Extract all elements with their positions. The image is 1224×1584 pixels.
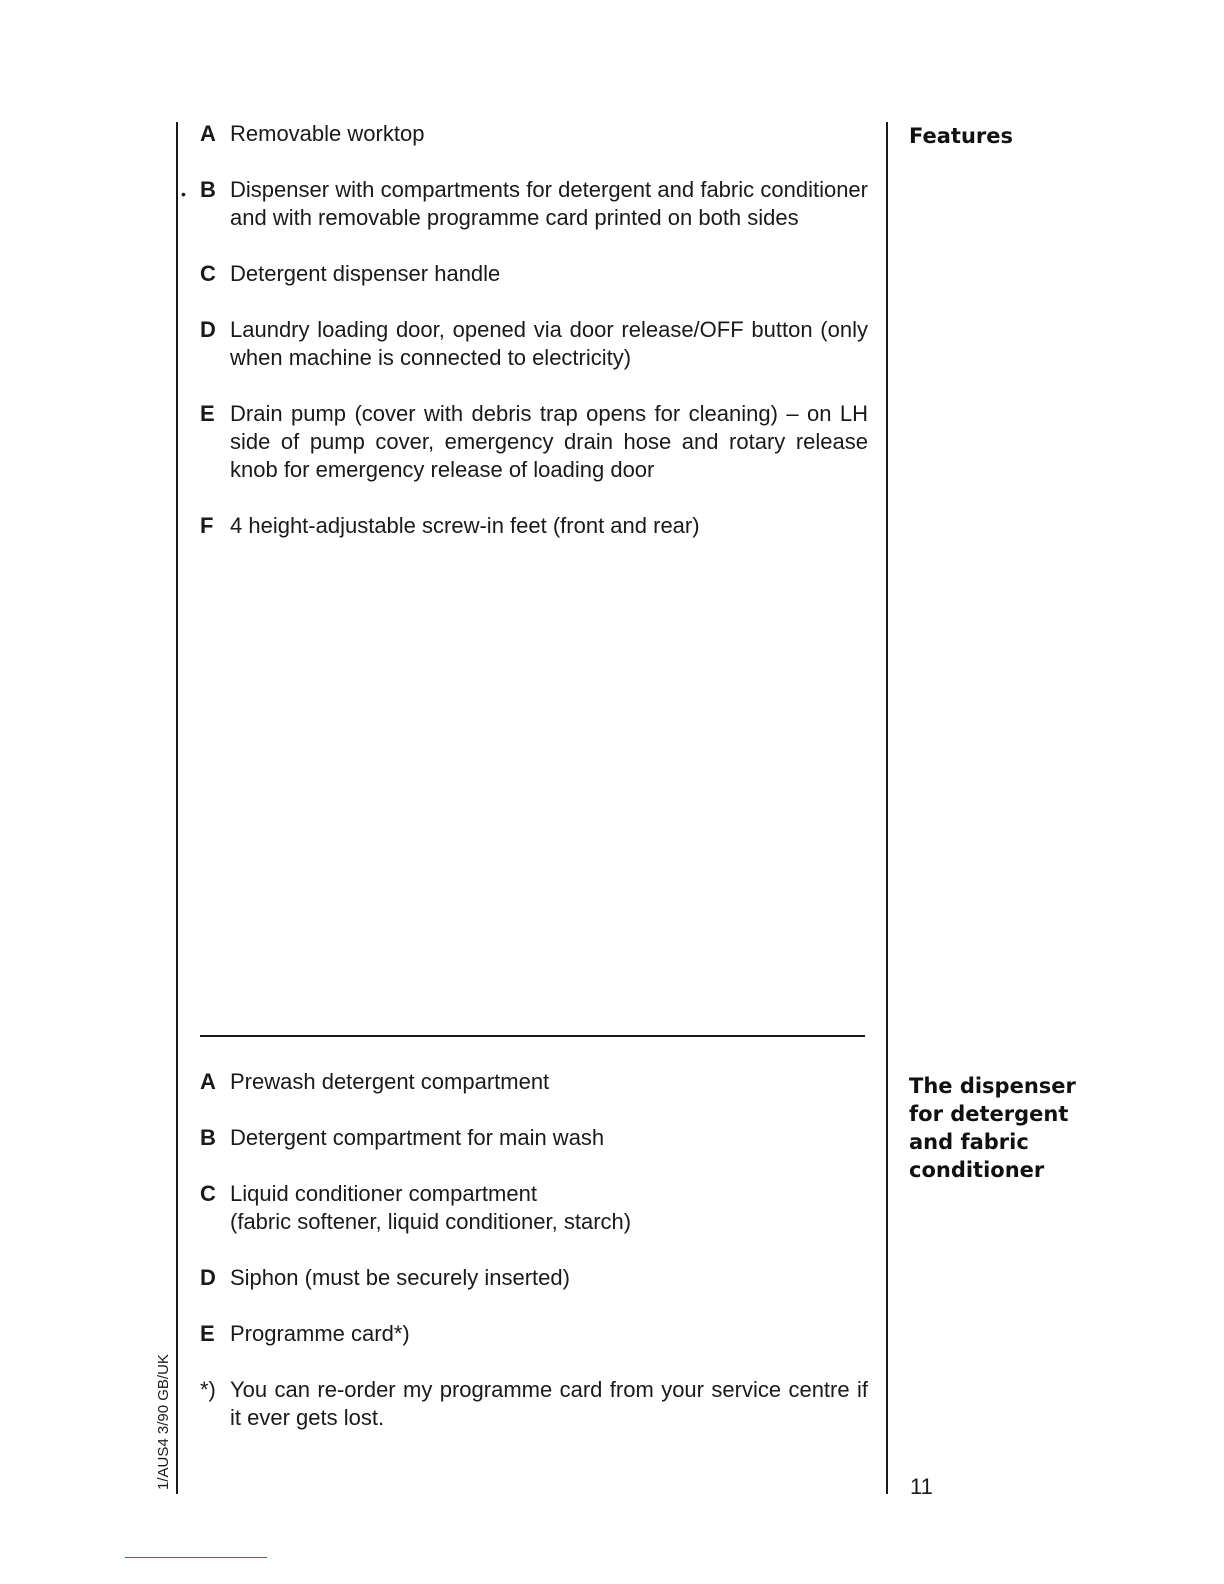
item-text: Detergent dispenser handle xyxy=(230,261,501,286)
item-letter: B xyxy=(200,177,216,202)
dispenser-footnote xyxy=(200,1376,868,1432)
right-column-rule xyxy=(886,122,888,1494)
features-list xyxy=(200,120,868,540)
item-text: Dispenser with compartments for detergent and fabric conditioner and with removable programme card printed on both sides xyxy=(230,177,868,230)
dispenser-item-c xyxy=(200,1180,868,1236)
item-letter: B xyxy=(200,1125,216,1150)
dispenser-item-e xyxy=(200,1320,868,1348)
item-text: 4 height-adjustable screw-in feet (front and rear) xyxy=(230,513,700,538)
item-text: Programme card*) xyxy=(230,1321,410,1346)
item-letter: A xyxy=(200,121,216,146)
item-letter: F xyxy=(200,513,214,538)
feature-item-a xyxy=(200,120,868,148)
features-heading: Features xyxy=(909,124,1013,148)
item-text: Siphon (must be securely inserted) xyxy=(230,1265,570,1290)
bottom-edge-line xyxy=(125,1557,267,1558)
feature-item-e xyxy=(200,400,868,484)
dispenser-item-b xyxy=(200,1124,868,1152)
item-letter: D xyxy=(200,1265,216,1290)
item-text: Detergent compartment for main wash xyxy=(230,1125,605,1150)
item-letter: C xyxy=(200,1181,216,1206)
item-text: Drain pump (cover with debris trap opens for cleaning) – on LH side of pump cover, emergency drain hose and rotary release knob for emergency release of loading door xyxy=(230,401,868,482)
item-letter: E xyxy=(200,1321,215,1346)
item-subtext: (fabric softener, liquid conditioner, starch) xyxy=(230,1209,632,1234)
item-text: Prewash detergent compartment xyxy=(230,1069,550,1094)
feature-item-b xyxy=(200,176,868,232)
item-text: Laundry loading door, opened via door release/OFF button (only when machine is connected to electricity) xyxy=(230,317,868,370)
dispenser-item-d xyxy=(200,1264,868,1292)
feature-item-c xyxy=(200,260,868,288)
feature-item-d xyxy=(200,316,868,372)
feature-item-f xyxy=(200,512,868,540)
item-letter: D xyxy=(200,317,216,342)
dispenser-item-a xyxy=(200,1068,868,1096)
dispenser-heading: The dispenser for detergent and fabric conditioner xyxy=(909,1074,1076,1182)
item-text: Liquid conditioner compartment xyxy=(230,1181,537,1206)
item-letter: A xyxy=(200,1069,216,1094)
page-number: 11 xyxy=(910,1474,933,1499)
dispenser-list xyxy=(200,1068,868,1432)
footnote-text: You can re-order my programme card from your service centre if it ever gets lost. xyxy=(230,1377,868,1430)
left-margin-rule xyxy=(176,122,178,1494)
footnote-marker: *) xyxy=(200,1377,216,1402)
document-code: 1/AUS4 3/90 GB/UK xyxy=(155,1354,172,1490)
section-separator xyxy=(200,1035,865,1037)
item-text: Removable worktop xyxy=(230,121,425,146)
margin-mark: • xyxy=(181,186,186,202)
item-letter: C xyxy=(200,261,216,286)
item-letter: E xyxy=(200,401,215,426)
